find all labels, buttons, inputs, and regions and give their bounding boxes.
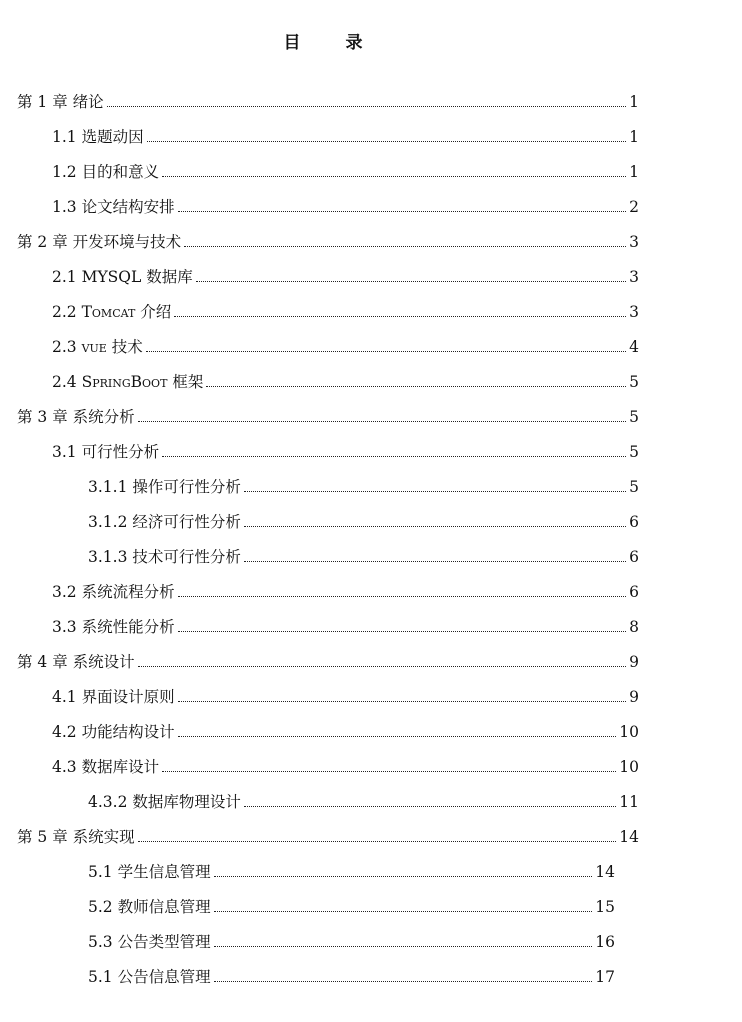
toc-entry-page: 11 (619, 793, 639, 811)
toc-entry-label: 第 3 章 系统分析 (17, 408, 135, 426)
toc-entry-label: 第 5 章 系统实现 (17, 828, 135, 846)
toc-entry-page: 9 (629, 688, 639, 706)
toc-entry-2-4[interactable] (52, 371, 639, 393)
toc-entry-label: 3.1 可行性分析 (52, 443, 160, 461)
toc-leader (178, 631, 627, 632)
toc-entry-page: 5 (629, 478, 639, 496)
toc-title: 目 录 (283, 33, 377, 53)
toc-entry-page: 1 (629, 93, 639, 111)
toc-entry-4-1[interactable] (52, 686, 639, 708)
toc-leader (178, 701, 627, 702)
toc-entry-page: 4 (629, 338, 639, 356)
toc-entry-2-1[interactable] (52, 266, 639, 288)
toc-entry-page: 6 (629, 548, 639, 566)
toc-entry-label: 2.3 vue 技术 (52, 338, 143, 356)
toc-leader (244, 491, 626, 492)
toc-entry-page: 5 (629, 443, 639, 461)
toc-leader (196, 281, 626, 282)
toc-entry-label: 4.1 界面设计原则 (52, 688, 175, 706)
toc-entry-3-1-1[interactable] (88, 476, 639, 498)
toc-entry-label: 5.1 公告信息管理 (88, 968, 211, 986)
toc-entry-3-2[interactable] (52, 581, 639, 603)
toc-entry-label: 4.3 数据库设计 (52, 758, 160, 776)
toc-entry-page: 14 (619, 828, 639, 846)
toc-entry-label: 5.2 教师信息管理 (88, 898, 211, 916)
toc-entry-label: 3.1.1 操作可行性分析 (88, 478, 241, 496)
toc-leader (174, 316, 626, 317)
toc-entry-3-1-3[interactable] (88, 546, 639, 568)
toc-leader (138, 841, 617, 842)
toc-entry-label: 3.1.2 经济可行性分析 (88, 513, 241, 531)
toc-entry-label: 4.3.2 数据库物理设计 (88, 793, 241, 811)
toc-entry-page: 10 (619, 758, 639, 776)
toc-entry-label: 4.2 功能结构设计 (52, 723, 175, 741)
toc-leader (214, 981, 593, 982)
toc-entry-page: 15 (595, 898, 615, 916)
toc-entry-page: 3 (629, 303, 639, 321)
toc-leader (244, 526, 626, 527)
toc-leader (162, 176, 626, 177)
toc-entry-3-3[interactable] (52, 616, 639, 638)
toc-entry-4-3-2[interactable] (88, 791, 639, 813)
toc-leader (214, 876, 593, 877)
toc-entry-label: 第 4 章 系统设计 (17, 653, 135, 671)
toc-entry-label: 2.1 MYSQL 数据库 (52, 268, 193, 286)
toc-entry-page: 16 (595, 933, 615, 951)
toc-entry-page: 5 (629, 373, 639, 391)
toc-leader (206, 386, 626, 387)
toc-leader (146, 351, 626, 352)
toc-entry-label: 3.3 系统性能分析 (52, 618, 175, 636)
toc-entry-page: 3 (629, 233, 639, 251)
toc-entry-label: 2.4 SpringBoot 框架 (52, 373, 204, 391)
toc-leader (244, 561, 626, 562)
toc-entry-page: 5 (629, 408, 639, 426)
toc-entry-page: 3 (629, 268, 639, 286)
toc-entry-5-1-notice[interactable] (88, 966, 615, 988)
toc-leader (214, 946, 593, 947)
toc-entry-5-3[interactable] (88, 931, 615, 953)
toc-entry-chapter-4[interactable] (17, 651, 639, 673)
toc-entry-1-1[interactable] (52, 126, 639, 148)
toc-leader (214, 911, 593, 912)
toc-leader (147, 141, 627, 142)
toc-entry-5-1-student[interactable] (88, 861, 615, 883)
toc-entry-label: 2.2 Tomcat 介绍 (52, 303, 172, 321)
toc-leader (184, 246, 626, 247)
toc-entry-page: 9 (629, 653, 639, 671)
toc-entry-page: 8 (629, 618, 639, 636)
toc-leader (138, 421, 626, 422)
toc-leader (162, 771, 616, 772)
toc-entry-page: 14 (595, 863, 615, 881)
toc-entry-chapter-5[interactable] (17, 826, 639, 848)
toc-entry-label: 3.1.3 技术可行性分析 (88, 548, 241, 566)
toc-entry-4-3[interactable] (52, 756, 639, 778)
toc-entry-page: 1 (629, 163, 639, 181)
toc-entry-label: 3.2 系统流程分析 (52, 583, 175, 601)
toc-entry-label: 1.2 目的和意义 (52, 163, 160, 181)
toc-entry-3-1[interactable] (52, 441, 639, 463)
toc-leader (178, 736, 617, 737)
toc-entry-page: 6 (629, 583, 639, 601)
toc-entry-1-2[interactable] (52, 161, 639, 183)
toc-entry-label: 第 1 章 绪论 (17, 93, 104, 111)
toc-entry-2-2[interactable] (52, 301, 639, 323)
toc-entry-label: 1.1 选题动因 (52, 128, 144, 146)
toc-entry-chapter-1[interactable] (17, 91, 639, 113)
toc-entry-label: 5.1 学生信息管理 (88, 863, 211, 881)
toc-entry-page: 2 (629, 198, 639, 216)
toc-entry-chapter-2[interactable] (17, 231, 639, 253)
toc-entry-1-3[interactable] (52, 196, 639, 218)
toc-entry-page: 6 (629, 513, 639, 531)
toc-entry-page: 17 (595, 968, 615, 986)
toc-entry-label: 1.3 论文结构安排 (52, 198, 175, 216)
toc-leader (244, 806, 616, 807)
toc-entry-page: 1 (629, 128, 639, 146)
toc-entry-2-3[interactable] (52, 336, 639, 358)
toc-entry-label: 5.3 公告类型管理 (88, 933, 211, 951)
toc-leader (107, 106, 626, 107)
toc-leader (138, 666, 626, 667)
toc-entry-chapter-3[interactable] (17, 406, 639, 428)
toc-entry-page: 10 (619, 723, 639, 741)
toc-entry-3-1-2[interactable] (88, 511, 639, 533)
toc-leader (162, 456, 626, 457)
toc-leader (178, 211, 627, 212)
toc-leader (178, 596, 627, 597)
toc-entry-4-2[interactable] (52, 721, 639, 743)
toc-entry-5-2[interactable] (88, 896, 615, 918)
toc-entry-label: 第 2 章 开发环境与技术 (17, 233, 182, 251)
